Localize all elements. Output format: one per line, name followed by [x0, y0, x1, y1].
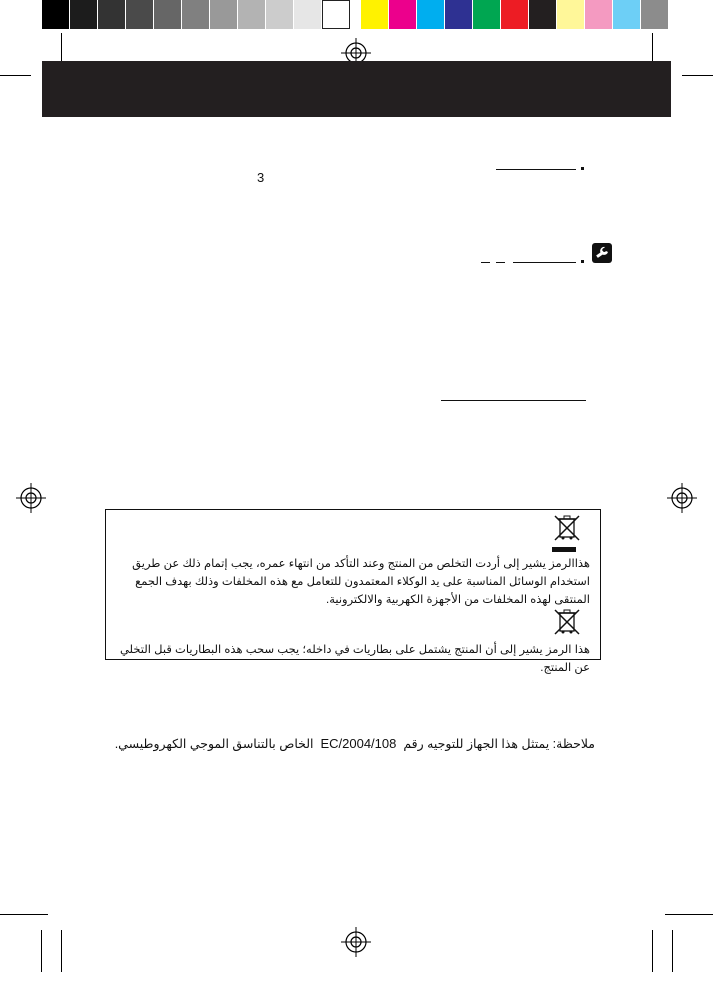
crop-mark — [0, 75, 31, 76]
emc-compliance-note — [115, 736, 595, 751]
gray-calibration-bar — [42, 0, 350, 29]
calibration-swatch — [557, 0, 585, 29]
bullet-dot — [581, 260, 584, 263]
crossed-bin-icon — [552, 513, 582, 543]
crop-mark — [61, 33, 62, 63]
calibration-swatch — [70, 0, 98, 29]
crop-mark — [672, 930, 673, 972]
calibration-swatch — [98, 0, 126, 29]
heading-underline — [441, 400, 586, 401]
registration-mark-icon — [667, 483, 697, 513]
crop-mark — [652, 930, 653, 972]
disposal-notice-box — [105, 509, 601, 674]
calibration-swatch — [613, 0, 641, 29]
note-prefix: ملاحظة: يمتثل هذا الجهاز للتوجيه رقم — [403, 737, 595, 751]
calibration-swatch — [210, 0, 238, 29]
weee-paragraph: هذاالرمز يشير إلى أردت التخلص من المنتج وعند التأكد من انتهاء عمره، يجب إتمام ذلك عن طريق استخدام الوسائل المناسبة على يد الوكلاء المعتمدون للتعامل مع هذه المخلفات وذلك بهدف الجمع المنتقى لهذه المخلفات من الأجهزة الكهربية والالكترونية. — [132, 558, 590, 606]
note-suffix: الخاص بالتناسق الموجي الكهروطيسي. — [114, 737, 314, 751]
weee-bar — [552, 547, 576, 552]
calibration-swatch — [42, 0, 70, 29]
crop-mark — [665, 914, 713, 915]
crossed-battery-bin-icon — [552, 607, 582, 637]
battery-paragraph: هذا الرمز يشير إلى أن المنتج يشتمل على بطاريات في داخله؛ يجب سحب هذه البطاريات قبل التخلي عن المنتج. — [119, 644, 590, 674]
calibration-swatch — [473, 0, 501, 29]
header-band — [42, 61, 671, 117]
heading-underline — [496, 169, 576, 170]
calibration-swatch — [529, 0, 557, 29]
calibration-swatch — [501, 0, 529, 29]
registration-mark-icon — [16, 483, 46, 513]
calibration-swatch — [154, 0, 182, 29]
heading-underline — [496, 262, 505, 263]
crop-mark — [682, 75, 713, 76]
calibration-swatch — [389, 0, 417, 29]
crop-mark — [652, 33, 653, 63]
bullet-dot — [581, 167, 584, 170]
calibration-swatch — [294, 0, 322, 29]
wrench-icon — [592, 243, 612, 263]
calibration-swatch — [266, 0, 294, 29]
crop-mark — [0, 914, 48, 915]
calibration-swatch — [361, 0, 389, 29]
color-calibration-bar — [361, 0, 669, 29]
crop-mark — [61, 930, 62, 972]
crop-mark — [41, 930, 42, 972]
directive-code: EC/2004/108 — [320, 736, 397, 751]
page-number: 3 — [257, 170, 265, 185]
calibration-swatch — [585, 0, 613, 29]
calibration-swatch — [641, 0, 669, 29]
calibration-swatch — [182, 0, 210, 29]
heading-underline — [481, 262, 490, 263]
calibration-swatch — [126, 0, 154, 29]
registration-mark-icon — [341, 927, 371, 957]
calibration-swatch — [322, 0, 350, 29]
calibration-swatch — [417, 0, 445, 29]
heading-underline — [513, 262, 576, 263]
calibration-swatch — [238, 0, 266, 29]
calibration-swatch — [445, 0, 473, 29]
